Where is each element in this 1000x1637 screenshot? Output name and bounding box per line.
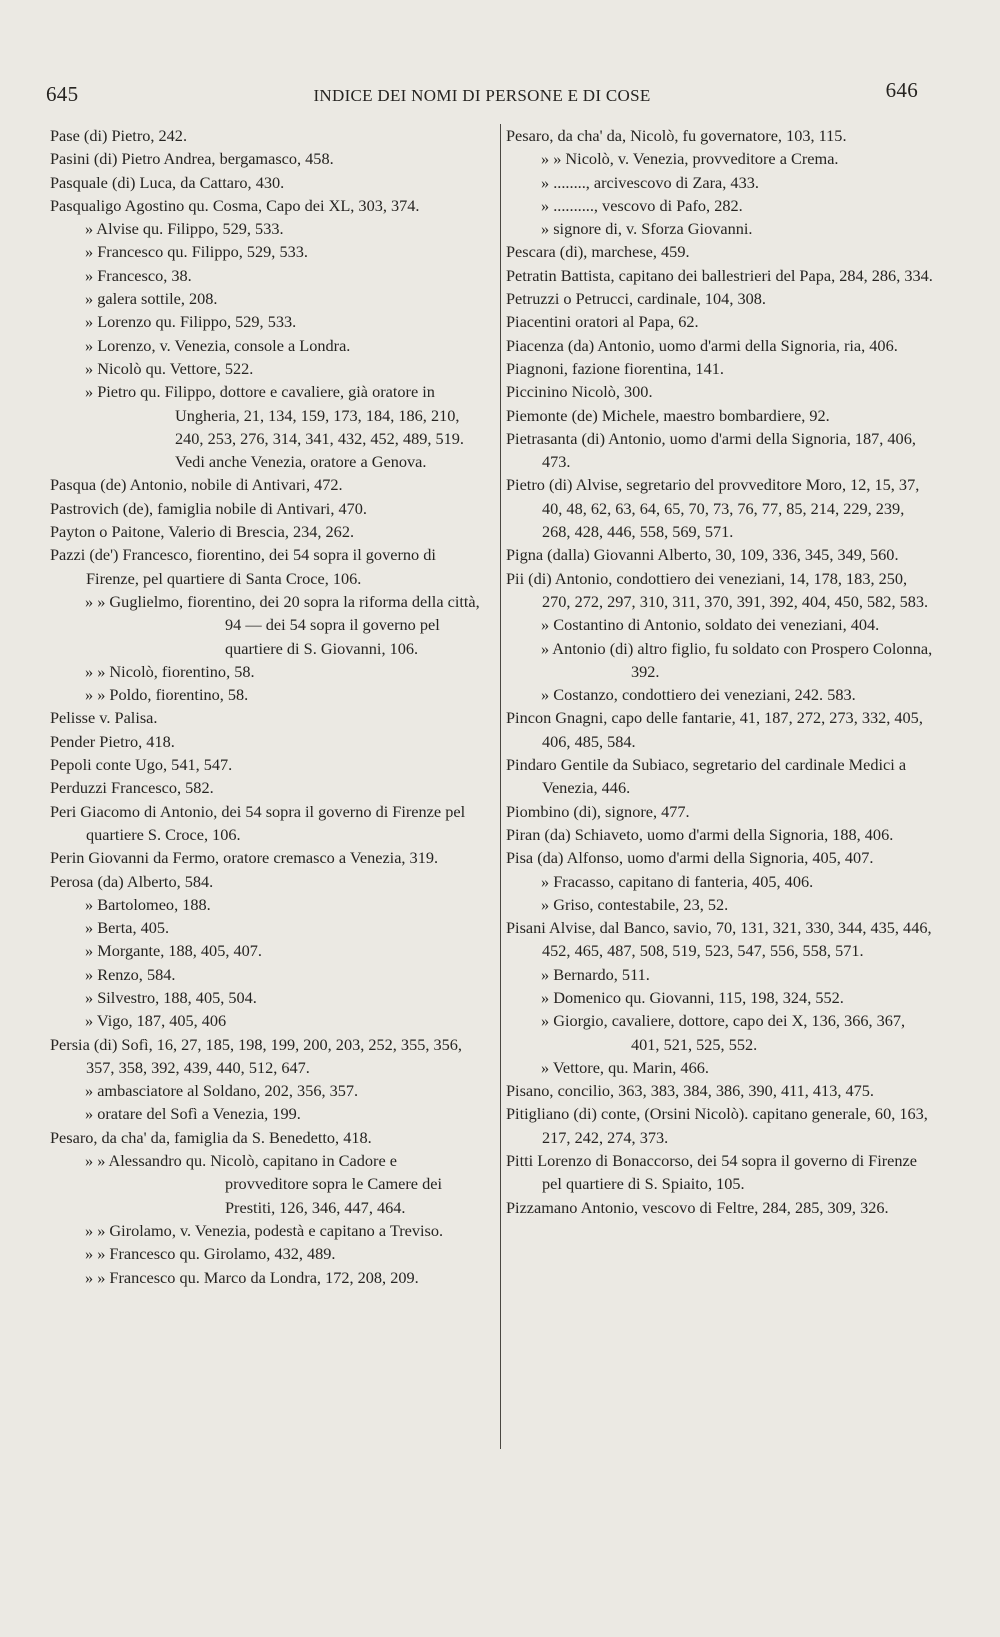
page-header bbox=[46, 78, 918, 108]
column-divider bbox=[500, 124, 501, 1449]
index-entry: Pigna (dalla) Giovanni Alberto, 30, 109, 336, 345, 349, 560. bbox=[506, 545, 899, 565]
index-entry: Piemonte (de) Michele, maestro bombardiere, 92. bbox=[506, 405, 830, 425]
index-entry: » » Guglielmo, fiorentino, dei 20 sopra la riforma della città, 94 — dei 54 sopra il governo pel quartiere di S. Giovanni, 106. bbox=[85, 591, 480, 658]
index-entry: » » Nicolò, v. Venezia, provveditore a Crema. bbox=[541, 149, 839, 169]
page-number-left: 645 bbox=[46, 82, 79, 106]
index-entry: Pindaro Gentile da Subiaco, segretario del cardinale Medici a Venezia, 446. bbox=[506, 755, 907, 798]
index-entry: Piccinino Nicolò, 300. bbox=[506, 382, 653, 402]
left-column bbox=[50, 124, 484, 1289]
index-entry: » oratare del Sofì a Venezia, 199. bbox=[85, 1104, 301, 1124]
index-entry: Pisani Alvise, dal Banco, savio, 70, 131, 321, 330, 344, 435, 446, 452, 465, 487, 508, 519, 523, 547, 556, 558, 571. bbox=[506, 918, 932, 961]
index-entry: Pitigliano (di) conte, (Orsini Nicolò). capitano generale, 60, 163, 217, 242, 274, 373. bbox=[506, 1104, 928, 1147]
index-entry: » Fracasso, capitano di fanteria, 405, 406. bbox=[541, 871, 814, 891]
index-entry: Piombino (di), signore, 477. bbox=[506, 801, 690, 821]
index-entry: Piran (da) Schiaveto, uomo d'armi della Signoria, 188, 406. bbox=[506, 824, 894, 844]
index-entry: » » Girolamo, v. Venezia, podestà e capitano a Treviso. bbox=[85, 1220, 444, 1240]
index-entry: Perosa (da) Alberto, 584. bbox=[50, 871, 214, 891]
index-entry: » Domenico qu. Giovanni, 115, 198, 324, 552. bbox=[541, 987, 844, 1007]
index-entry: » Alvise qu. Filippo, 529, 533. bbox=[85, 219, 284, 239]
index-entry: Pitti Lorenzo di Bonaccorso, dei 54 sopra il governo di Firenze pel quartiere di S. Spiaito, 105. bbox=[506, 1151, 918, 1194]
index-entry: Piacenza (da) Antonio, uomo d'armi della Signoria, ria, 406. bbox=[506, 335, 898, 355]
index-entry: » ........, arcivescovo di Zara, 433. bbox=[541, 172, 759, 192]
index-entry: Pasqua (de) Antonio, nobile di Antivari, 472. bbox=[50, 475, 343, 495]
index-entry: » Nicolò qu. Vettore, 522. bbox=[85, 358, 254, 378]
index-entry: Pescara (di), marchese, 459. bbox=[506, 242, 690, 262]
index-entry: » Costantino di Antonio, soldato dei veneziani, 404. bbox=[541, 615, 880, 635]
index-entry: Payton o Paitone, Valerio di Brescia, 234, 262. bbox=[50, 522, 355, 542]
index-entry: Petruzzi o Petrucci, cardinale, 104, 308. bbox=[506, 289, 766, 309]
index-entry: » Berta, 405. bbox=[85, 918, 170, 938]
index-entry: » » Francesco qu. Marco da Londra, 172, 208, 209. bbox=[85, 1267, 419, 1287]
index-entry: Pepoli conte Ugo, 541, 547. bbox=[50, 755, 233, 775]
index-entry: » Lorenzo qu. Filippo, 529, 533. bbox=[85, 312, 297, 332]
index-entry: » Giorgio, cavaliere, dottore, capo dei X, 136, 366, 367, 401, 521, 525, 552. bbox=[541, 1011, 906, 1054]
index-entry: » Vettore, qu. Marin, 466. bbox=[541, 1057, 709, 1077]
index-entry: Piacentini oratori al Papa, 62. bbox=[506, 312, 699, 332]
index-entry: » Bartolomeo, 188. bbox=[85, 894, 211, 914]
index-entry: Pisa (da) Alfonso, uomo d'armi della Signoria, 405, 407. bbox=[506, 848, 874, 868]
index-entry: » Renzo, 584. bbox=[85, 964, 176, 984]
index-entry: » » Alessandro qu. Nicolò, capitano in Cadore e provveditore sopra le Camere dei Prestiti, 126, 346, 447, 464. bbox=[85, 1151, 442, 1217]
index-entry: Piagnoni, fazione fiorentina, 141. bbox=[506, 358, 724, 378]
index-entry: Pietro (di) Alvise, segretario del provveditore Moro, 12, 15, 37, 40, 48, 62, 63, 64, 65, 70, 73, 76, 77, 85, 214, 229, 239, 268, 428, 446, 558, 569, 571. bbox=[506, 475, 920, 542]
index-entry: » Pietro qu. Filippo, dottore e cavaliere, già oratore in Ungheria, 21, 134, 159, 173, 184, 186, 210, 240, 253, 276, 314, 341, 432, 452, 489, 519. Vedi anche Venezia, oratore a Genova. bbox=[85, 382, 464, 472]
index-entry: » Griso, contestabile, 23, 52. bbox=[541, 894, 729, 914]
index-entry: Pizzamano Antonio, vescovo di Feltre, 284, 285, 309, 326. bbox=[506, 1197, 889, 1217]
index-entry: Pincon Gnagni, capo delle fantarie, 41, 187, 272, 273, 332, 405, 406, 485, 584. bbox=[506, 708, 923, 751]
index-entry: Perin Giovanni da Fermo, oratore cremasco a Venezia, 319. bbox=[50, 848, 439, 868]
index-entry: » galera sottile, 208. bbox=[85, 289, 218, 309]
index-entry: » Vigo, 187, 405, 406 bbox=[85, 1011, 227, 1031]
index-entry: Peri Giacomo di Antonio, dei 54 sopra il governo di Firenze pel quartiere S. Croce, 106. bbox=[50, 801, 466, 844]
index-entry: » Antonio (di) altro figlio, fu soldato con Prospero Colonna, 392. bbox=[541, 638, 933, 681]
running-title: INDICE DEI NOMI DI PERSONE E DI COSE bbox=[313, 86, 651, 105]
index-entry: Persia (di) Sofì, 16, 27, 185, 198, 199, 200, 203, 252, 355, 356, 357, 358, 392, 439, 440, 512, 647. bbox=[50, 1034, 462, 1077]
index-entry: » Francesco, 38. bbox=[85, 265, 192, 285]
index-entry: » » Poldo, fiorentino, 58. bbox=[85, 685, 249, 705]
index-entry: » signore di, v. Sforza Giovanni. bbox=[541, 219, 753, 239]
index-entry: Pender Pietro, 418. bbox=[50, 731, 175, 751]
page-number-right: 646 bbox=[885, 78, 918, 102]
index-entry: Petratin Battista, capitano dei ballestrieri del Papa, 284, 286, 334. bbox=[506, 265, 933, 285]
index-entry: Pase (di) Pietro, 242. bbox=[50, 126, 188, 145]
index-entry: » Silvestro, 188, 405, 504. bbox=[85, 987, 257, 1007]
index-entry: » Francesco qu. Filippo, 529, 533. bbox=[85, 242, 308, 262]
index-entry: Pasini (di) Pietro Andrea, bergamasco, 458. bbox=[50, 149, 334, 169]
index-entry: Pelisse v. Palisa. bbox=[50, 708, 158, 728]
index-entry: » .........., vescovo di Pafo, 282. bbox=[541, 195, 743, 215]
index-entry: » » Francesco qu. Girolamo, 432, 489. bbox=[85, 1244, 336, 1264]
index-entry: Pesaro, da cha' da, Nicolò, fu governatore, 103, 115. bbox=[506, 126, 847, 145]
index-entry: Pasquale (di) Luca, da Cattaro, 430. bbox=[50, 172, 285, 192]
index-entry: Pisano, concilio, 363, 383, 384, 386, 390, 411, 413, 475. bbox=[506, 1081, 874, 1101]
index-entry: » ambasciatore al Soldano, 202, 356, 357. bbox=[85, 1081, 359, 1101]
index-entry: » Morgante, 188, 405, 407. bbox=[85, 941, 262, 961]
index-entry: » » Nicolò, fiorentino, 58. bbox=[85, 661, 255, 681]
right-column bbox=[506, 124, 936, 1219]
index-entry: Pietrasanta (di) Antonio, uomo d'armi della Signoria, 187, 406, 473. bbox=[506, 428, 916, 472]
index-entry: » Bernardo, 511. bbox=[541, 964, 650, 984]
index-entry: Pazzi (de') Francesco, fiorentino, dei 54 sopra il governo di Firenze, pel quartiere di Santa Croce, 106. bbox=[50, 545, 436, 588]
index-entry: Pasqualigo Agostino qu. Cosma, Capo dei XL, 303, 374. bbox=[50, 195, 420, 215]
index-entry: Pesaro, da cha' da, famiglia da S. Benedetto, 418. bbox=[50, 1127, 372, 1147]
index-entry: » Lorenzo, v. Venezia, console a Londra. bbox=[85, 335, 351, 355]
index-entry: » Costanzo, condottiero dei veneziani, 242. 583. bbox=[541, 685, 856, 705]
index-entry: Perduzzi Francesco, 582. bbox=[50, 778, 214, 798]
index-entry: Pastrovich (de), famiglia nobile di Antivari, 470. bbox=[50, 498, 367, 518]
index-entry: Pii (di) Antonio, condottiero dei veneziani, 14, 178, 183, 250, 270, 272, 297, 310, 311, 370, 391, 392, 404, 450, 582, 583. bbox=[506, 568, 929, 611]
